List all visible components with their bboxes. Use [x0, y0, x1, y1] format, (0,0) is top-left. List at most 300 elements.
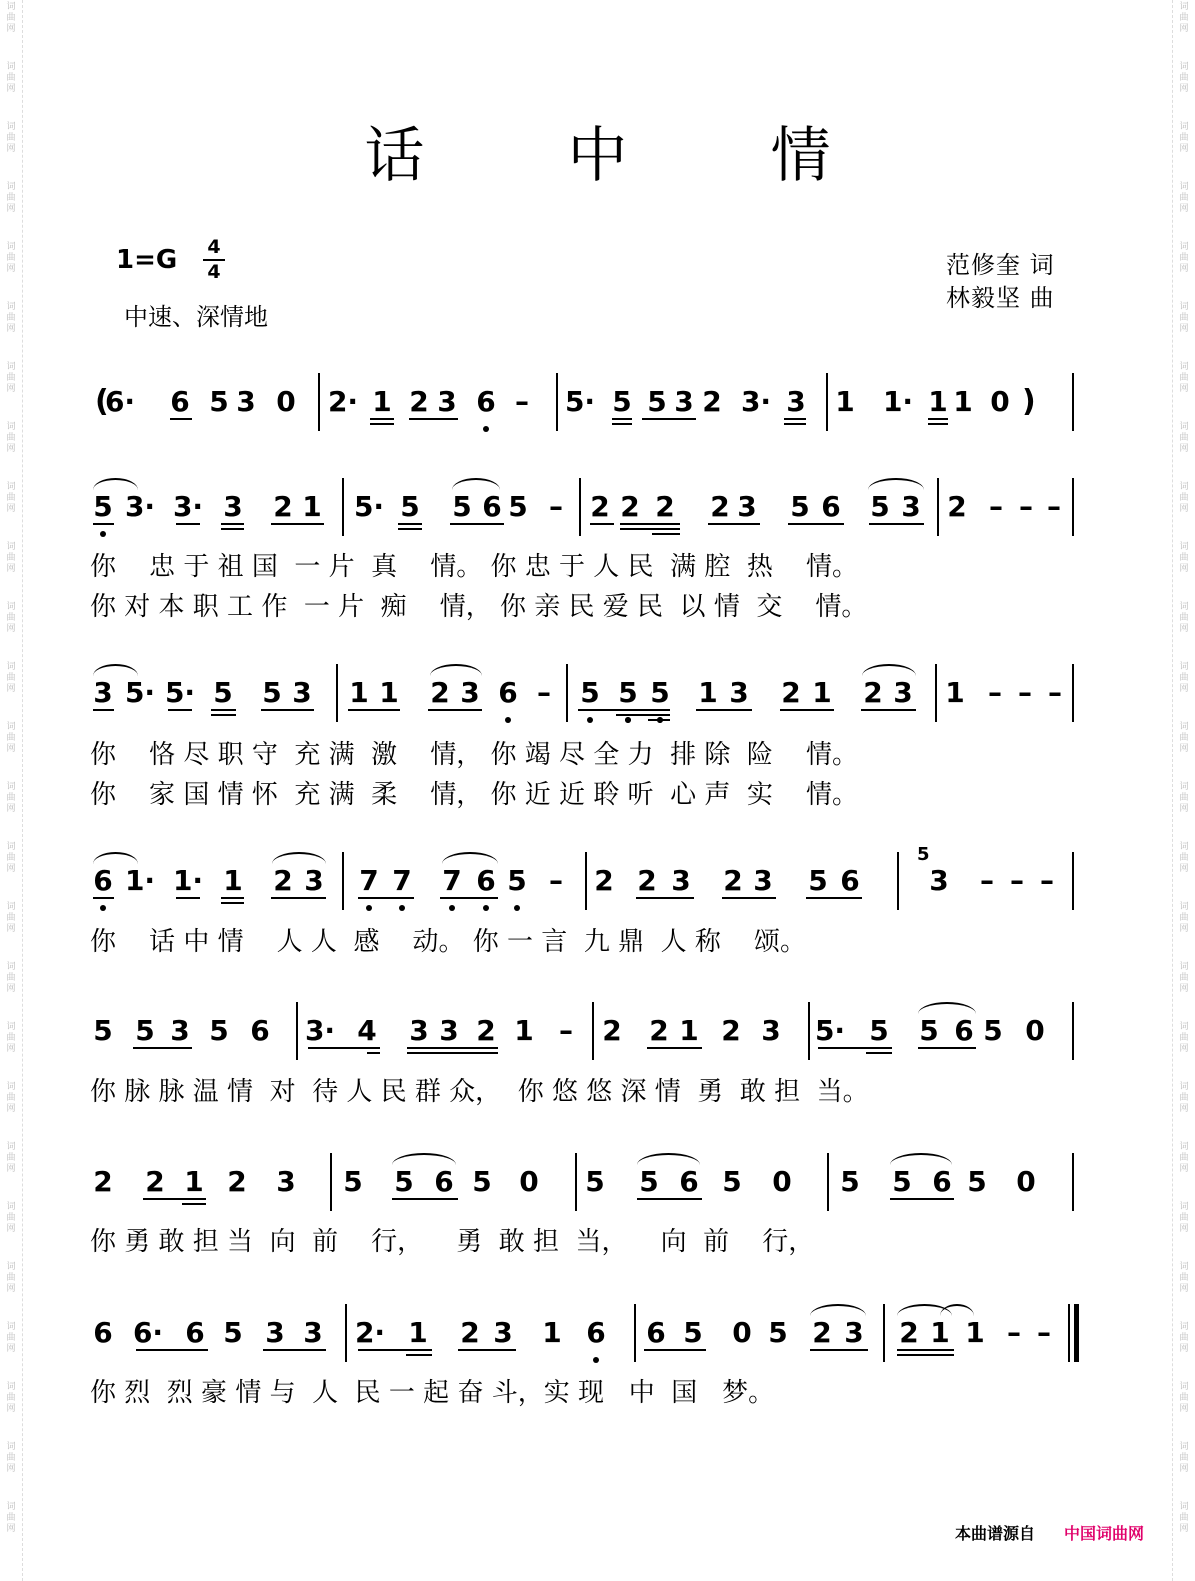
watermark-mark: 词 曲 网	[6, 182, 16, 214]
watermark-mark: 词 曲 网	[6, 482, 16, 514]
jianpu-note: 5	[400, 490, 420, 523]
watermark-mark: 词 曲 网	[6, 1142, 16, 1174]
watermark-mark: 词 曲 网	[6, 1202, 16, 1234]
watermark-mark: 词 曲 网	[1179, 62, 1189, 94]
jianpu-note: –	[1037, 1316, 1051, 1349]
underline-beam	[93, 709, 114, 711]
jianpu-note: 1	[679, 1014, 699, 1047]
watermark-mark: 词 曲 网	[6, 1022, 16, 1054]
jianpu-note: 5	[683, 1316, 703, 1349]
watermark-mark: 词 曲 网	[6, 1262, 16, 1294]
watermark-mark: 词 曲 网	[6, 602, 16, 634]
watermark-mark: 词 曲 网	[1179, 302, 1189, 334]
underline-beam	[918, 1047, 976, 1049]
watermark-mark: 词 曲 网	[6, 1442, 16, 1474]
jianpu-note: 1	[945, 676, 965, 709]
watermark-mark: 词 曲 网	[1179, 782, 1189, 814]
underline-beam-2	[221, 902, 244, 904]
underline-beam	[806, 897, 862, 899]
jianpu-note: 3	[170, 1014, 190, 1047]
jianpu-note: 5·	[564, 385, 596, 418]
underline-beam	[869, 523, 924, 525]
underline-beam	[176, 897, 200, 899]
lyric-line: 你 忠 于 祖 国 一 片 真 情。 你 忠 于 人 民 满 腔 热 情。	[90, 552, 858, 582]
jianpu-note: 5	[452, 490, 472, 523]
jianpu-note: 6	[821, 490, 841, 523]
jianpu-note: 1·	[124, 864, 156, 897]
bar-line	[592, 1002, 594, 1060]
jianpu-note: 5	[647, 385, 667, 418]
jianpu-note: –	[988, 676, 1002, 709]
underline-beam	[440, 897, 498, 899]
underline-beam-2	[928, 423, 948, 425]
jianpu-note: 5	[618, 676, 638, 709]
bar-line	[826, 373, 828, 431]
low-octave-dot	[399, 905, 405, 911]
jianpu-note: 5	[213, 676, 233, 709]
jianpu-note: 5	[223, 1316, 243, 1349]
underline-beam	[636, 897, 694, 899]
jianpu-note: 6	[586, 1316, 606, 1349]
jianpu-note: 3	[223, 490, 243, 523]
jianpu-note: 5	[722, 1165, 742, 1198]
underline-beam	[398, 523, 422, 525]
watermark-mark: 词 曲 网	[6, 722, 16, 754]
underline-beam	[168, 709, 192, 711]
slur-tie	[442, 852, 498, 864]
watermark-mark: 词 曲 网	[1179, 182, 1189, 214]
underline-beam	[928, 418, 948, 420]
watermark-mark: 词 曲 网	[1179, 482, 1189, 514]
underline-beam	[93, 897, 114, 899]
watermark-mark: 词 曲 网	[1179, 662, 1189, 694]
jianpu-note: 6	[185, 1316, 205, 1349]
jianpu-note: 2	[781, 676, 801, 709]
watermark-mark: 词 曲 网	[1179, 1202, 1189, 1234]
lyric-line: 你 脉 脉 温 情 对 待 人 民 群 众， 你 悠 悠 深 情 勇 敢 担 当。	[90, 1077, 869, 1107]
bar-line	[345, 1304, 347, 1362]
underline-beam	[428, 709, 482, 711]
jianpu-note: 5·	[164, 676, 196, 709]
jianpu-note: 0	[1025, 1014, 1045, 1047]
jianpu-note: 2	[227, 1165, 247, 1198]
jianpu-note: 2	[460, 1316, 480, 1349]
watermark-mark: 词 曲 网	[1179, 1382, 1189, 1414]
jianpu-note: 3	[737, 490, 757, 523]
watermark-mark: 词 曲 网	[1179, 962, 1189, 994]
jianpu-note: 1	[379, 676, 399, 709]
time-signature-bottom: 4	[207, 261, 221, 283]
low-octave-dot	[505, 717, 511, 723]
jianpu-note: 1	[408, 1316, 428, 1349]
jianpu-note: 3	[265, 1316, 285, 1349]
slur-tie	[93, 478, 138, 490]
jianpu-note: 2	[947, 490, 967, 523]
jianpu-note: 3	[236, 385, 256, 418]
jianpu-note: 3	[93, 676, 113, 709]
jianpu-note: 3	[893, 676, 913, 709]
low-octave-dot	[587, 717, 593, 723]
underline-beam	[647, 1047, 702, 1049]
low-octave-dot	[100, 531, 106, 537]
underline-beam-2	[182, 1203, 206, 1205]
lyricist-credit: 范修奎 词	[946, 251, 1055, 279]
jianpu-note: 2	[145, 1165, 165, 1198]
bar-line	[575, 1153, 577, 1211]
jianpu-note: 3	[671, 864, 691, 897]
jianpu-note: 3·	[172, 490, 204, 523]
jianpu-note: 1	[953, 385, 973, 418]
jianpu-note: 5	[135, 1014, 155, 1047]
underline-beam	[696, 709, 752, 711]
watermark-mark: 词 曲 网	[6, 122, 16, 154]
jianpu-note: 1·	[172, 864, 204, 897]
underline-beam	[644, 1349, 706, 1351]
underline-beam	[620, 523, 680, 525]
underline-beam	[211, 709, 236, 711]
watermark-mark: 词 曲 网	[6, 662, 16, 694]
underline-beam	[358, 1349, 432, 1351]
bar-line	[1072, 478, 1074, 536]
underline-beam	[788, 523, 844, 525]
underline-beam	[271, 897, 326, 899]
bar-line	[342, 852, 344, 910]
underline-beam	[358, 897, 414, 899]
watermark-mark: 词 曲 网	[1179, 602, 1189, 634]
jianpu-note: 5	[983, 1014, 1003, 1047]
jianpu-note: –	[989, 490, 1003, 523]
watermark-mark: 词 曲 网	[6, 1382, 16, 1414]
parenthesis: (	[95, 384, 109, 419]
underline-beam-2	[407, 1052, 498, 1054]
lyric-line: 你 话 中 情 人 人 感 动。 你 一 言 九 鼎 人 称 颂。	[90, 927, 806, 957]
watermark-mark: 词 曲 网	[1179, 1322, 1189, 1354]
jianpu-note: 0	[276, 385, 296, 418]
bar-line	[935, 664, 937, 722]
slur-tie	[890, 1153, 952, 1165]
jianpu-note: 6	[93, 1316, 113, 1349]
bar-line	[1072, 1153, 1074, 1211]
underline-beam	[263, 1349, 326, 1351]
bar-line	[296, 1002, 298, 1060]
jianpu-note: 5	[585, 1165, 605, 1198]
watermark-mark: 词 曲 网	[1179, 122, 1189, 154]
jianpu-note: 2	[812, 1316, 832, 1349]
underline-beam	[890, 1198, 954, 1200]
bar-line	[1068, 1304, 1070, 1362]
jianpu-note: 5	[869, 1014, 889, 1047]
time-signature	[203, 238, 225, 282]
underline-beam	[392, 1198, 458, 1200]
jianpu-note: 2	[655, 490, 675, 523]
slur-tie	[637, 1153, 700, 1165]
slur-tie	[810, 1304, 866, 1316]
jianpu-note: 6	[646, 1316, 666, 1349]
slur-tie	[452, 478, 500, 490]
jianpu-note: 2	[409, 385, 429, 418]
low-octave-dot	[593, 1357, 599, 1363]
tempo-marking: 中速、深情地	[124, 303, 268, 331]
jianpu-note: 1	[812, 676, 832, 709]
jianpu-note: 2·	[354, 1316, 386, 1349]
jianpu-note: 5	[209, 385, 229, 418]
underline-beam	[143, 1198, 206, 1200]
jianpu-note: 2	[863, 676, 883, 709]
jianpu-note: 3	[439, 1014, 459, 1047]
jianpu-note: 1	[542, 1316, 562, 1349]
jianpu-note: 1	[698, 676, 718, 709]
underline-beam-2	[897, 1354, 954, 1356]
underline-beam-2	[612, 423, 632, 425]
jianpu-note: –	[1019, 490, 1033, 523]
watermark-mark: 词 曲 网	[1179, 1442, 1189, 1474]
jianpu-note: 6	[932, 1165, 952, 1198]
jianpu-note: 6·	[132, 1316, 164, 1349]
jianpu-note: –	[549, 490, 563, 523]
jianpu-note: 5	[93, 1014, 113, 1047]
underline-beam	[637, 1198, 702, 1200]
jianpu-note: 3	[901, 490, 921, 523]
underline-beam-2	[620, 528, 680, 530]
jianpu-note: 6	[679, 1165, 699, 1198]
time-signature-top: 4	[207, 236, 221, 258]
slur-tie	[392, 1153, 456, 1165]
watermark-mark: 词 曲 网	[1179, 1262, 1189, 1294]
low-octave-dot	[483, 905, 489, 911]
jianpu-note: 2	[721, 1014, 741, 1047]
jianpu-note: 5	[580, 676, 600, 709]
jianpu-note: 1	[835, 385, 855, 418]
jianpu-note: 5	[472, 1165, 492, 1198]
key-signature: 1=G	[116, 245, 178, 275]
low-octave-dot	[366, 905, 372, 911]
jianpu-note: 3	[844, 1316, 864, 1349]
low-octave-dot	[449, 905, 455, 911]
jianpu-note: 3	[437, 385, 457, 418]
watermark-mark: 词 曲 网	[6, 842, 16, 874]
jianpu-note: –	[515, 385, 529, 418]
bar-line	[585, 852, 587, 910]
watermark-mark: 词 曲 网	[6, 902, 16, 934]
jianpu-note: 1	[372, 385, 392, 418]
jianpu-note: –	[1007, 1316, 1021, 1349]
jianpu-note: 5	[394, 1165, 414, 1198]
bar-line	[330, 1153, 332, 1211]
jianpu-note: 5	[967, 1165, 987, 1198]
bar-line	[566, 664, 568, 722]
underline-beam	[818, 1047, 892, 1049]
composer-credit: 林毅坚 曲	[946, 284, 1055, 312]
jianpu-note: 2	[602, 1014, 622, 1047]
jianpu-note: 7	[392, 864, 412, 897]
watermark-mark: 词 曲 网	[6, 1082, 16, 1114]
underline-beam	[590, 523, 614, 525]
watermark-mark: 词 曲 网	[6, 362, 16, 394]
underline-beam-2	[616, 714, 670, 716]
lyric-line: 你 恪 尽 职 守 充 满 激 情， 你 竭 尽 全 力 排 除 险 情。	[90, 740, 858, 770]
jianpu-note: 0	[732, 1316, 752, 1349]
underline-beam	[897, 1349, 954, 1351]
jianpu-note: 2	[637, 864, 657, 897]
jianpu-note: 1	[514, 1014, 534, 1047]
watermark-mark: 词 曲 网	[6, 62, 16, 94]
underline-beam	[93, 523, 114, 525]
underline-beam-2	[221, 528, 244, 530]
jianpu-note: 2	[93, 1165, 113, 1198]
jianpu-note: –	[549, 864, 563, 897]
jianpu-note: –	[1048, 676, 1062, 709]
jianpu-note: 3	[276, 1165, 296, 1198]
watermark-mark: 词 曲 网	[6, 542, 16, 574]
jianpu-note: 5	[790, 490, 810, 523]
jianpu-note: 3	[729, 676, 749, 709]
low-octave-dot	[657, 717, 663, 723]
jianpu-note: 2	[649, 1014, 669, 1047]
jianpu-note: 6	[954, 1014, 974, 1047]
underline-beam	[133, 1047, 192, 1049]
jianpu-note: 5	[639, 1165, 659, 1198]
slur-tie	[430, 664, 482, 676]
underline-beam	[407, 1047, 498, 1049]
underline-beam	[136, 1349, 208, 1351]
jianpu-note: 5	[840, 1165, 860, 1198]
jianpu-note: 5	[343, 1165, 363, 1198]
jianpu-note: 6	[476, 385, 496, 418]
underline-beam-2	[211, 714, 236, 716]
jianpu-note: 6	[498, 676, 518, 709]
watermark-mark: 词 曲 网	[1179, 1022, 1189, 1054]
jianpu-note: 6·	[104, 385, 136, 418]
bar-line	[937, 478, 939, 536]
underline-beam	[708, 523, 760, 525]
underline-beam	[221, 523, 244, 525]
watermark-mark: 词 曲 网	[1179, 1142, 1189, 1174]
watermark-mark: 词 曲 网	[6, 782, 16, 814]
jianpu-note: 6	[840, 864, 860, 897]
song-title: 话 中 情	[364, 121, 893, 191]
underline-beam-2	[370, 423, 394, 425]
jianpu-note: 3	[929, 864, 949, 897]
jianpu-note: 3	[292, 676, 312, 709]
jianpu-note: 5	[262, 676, 282, 709]
jianpu-note: 5	[209, 1014, 229, 1047]
low-octave-dot	[100, 905, 106, 911]
underline-beam	[261, 709, 314, 711]
source-site: 中国词曲网	[1064, 1524, 1145, 1543]
underline-beam	[271, 523, 324, 525]
jianpu-note: 0	[990, 385, 1010, 418]
watermark-mark: 词 曲 网	[6, 2, 16, 34]
jianpu-note: 1	[223, 864, 243, 897]
parenthesis: )	[1022, 384, 1036, 419]
jianpu-note: 2	[702, 385, 722, 418]
underline-beam-2	[784, 423, 806, 425]
jianpu-note: 3	[304, 864, 324, 897]
bar-line	[1072, 664, 1074, 722]
jianpu-note: 2	[590, 490, 610, 523]
source-label: 本曲谱源自	[955, 1524, 1036, 1543]
jianpu-note: 5	[507, 864, 527, 897]
underline-beam-2	[406, 1354, 432, 1356]
watermark-strip-left	[0, 0, 23, 1581]
jianpu-note: 5·	[124, 676, 156, 709]
bar-line	[1074, 1304, 1079, 1362]
jianpu-note: –	[1047, 490, 1061, 523]
underline-beam	[170, 418, 192, 420]
low-octave-dot	[625, 717, 631, 723]
jianpu-note: 3	[674, 385, 694, 418]
jianpu-note: 3	[460, 676, 480, 709]
underline-beam	[458, 1349, 516, 1351]
jianpu-note: 2	[620, 490, 640, 523]
underline-beam	[176, 523, 200, 525]
lyric-line: 你 家 国 情 怀 充 满 柔 情， 你 近 近 聆 听 心 声 实 情。	[90, 780, 858, 810]
jianpu-note: 4	[357, 1014, 377, 1047]
jianpu-note: 3·	[740, 385, 772, 418]
watermark-mark: 词 曲 网	[1179, 242, 1189, 274]
watermark-mark: 词 曲 网	[6, 302, 16, 334]
jianpu-note: –	[1040, 864, 1054, 897]
jianpu-note: 1	[302, 490, 322, 523]
watermark-mark: 词 曲 网	[6, 962, 16, 994]
jianpu-note: 2	[710, 490, 730, 523]
underline-beam	[722, 897, 776, 899]
jianpu-note: 5	[892, 1165, 912, 1198]
jianpu-note: 5	[650, 676, 670, 709]
jianpu-note: 5·	[814, 1014, 846, 1047]
jianpu-note: 0	[1016, 1165, 1036, 1198]
watermark-mark: 词 曲 网	[1179, 902, 1189, 934]
jianpu-note: 5	[919, 1014, 939, 1047]
underline-beam	[348, 709, 400, 711]
jianpu-note: –	[537, 676, 551, 709]
jianpu-note: 5	[870, 490, 890, 523]
watermark-mark: 词 曲 网	[6, 422, 16, 454]
underline-beam	[409, 418, 458, 420]
jianpu-note: 6	[250, 1014, 270, 1047]
jianpu-note: 0	[519, 1165, 539, 1198]
jianpu-note: 2	[723, 864, 743, 897]
watermark-mark: 词 曲 网	[1179, 542, 1189, 574]
watermark-mark: 词 曲 网	[1179, 422, 1189, 454]
jianpu-note: 3	[493, 1316, 513, 1349]
watermark-mark: 词 曲 网	[6, 242, 16, 274]
watermark-mark: 词 曲 网	[1179, 1502, 1189, 1534]
slur-tie	[868, 478, 924, 490]
jianpu-note: –	[559, 1014, 573, 1047]
low-octave-dot	[483, 426, 489, 432]
bar-line	[883, 1304, 885, 1362]
jianpu-note: 6	[93, 864, 113, 897]
jianpu-note: 5	[808, 864, 828, 897]
jianpu-note: 5	[768, 1316, 788, 1349]
jianpu-note: 6	[476, 864, 496, 897]
lyric-line: 你 烈 烈 豪 情 与 人 民 一 起 奋 斗，实 现 中 国 梦。	[90, 1378, 775, 1408]
jianpu-note: 2	[430, 676, 450, 709]
jianpu-note: 1	[930, 1316, 950, 1349]
jianpu-note: 7	[359, 864, 379, 897]
jianpu-note: 6	[434, 1165, 454, 1198]
underline-beam-2	[866, 1052, 892, 1054]
jianpu-note: 2	[273, 490, 293, 523]
underline-beam	[642, 418, 696, 420]
jianpu-note: 3	[786, 385, 806, 418]
jianpu-note: 5·	[353, 490, 385, 523]
watermark-strip-right	[1172, 0, 1195, 1581]
bar-line	[336, 664, 338, 722]
jianpu-note: 2	[273, 864, 293, 897]
watermark-mark: 词 曲 网	[6, 1502, 16, 1534]
